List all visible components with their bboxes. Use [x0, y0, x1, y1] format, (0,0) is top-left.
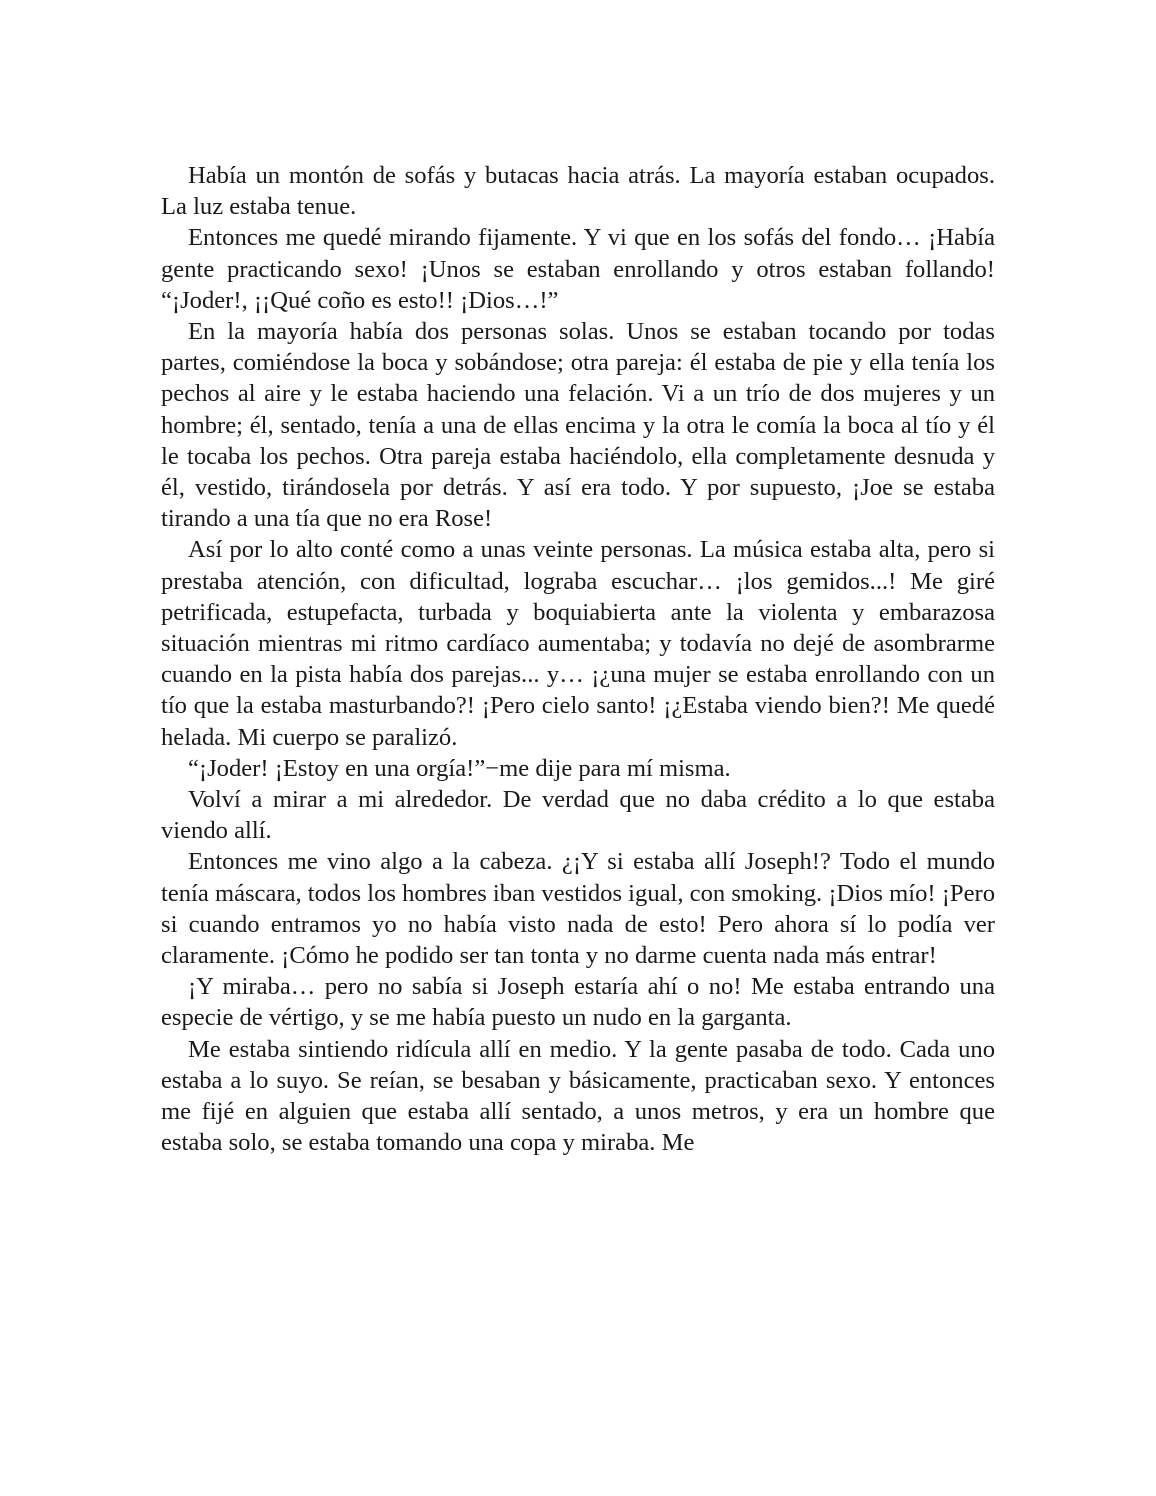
paragraph: Entonces me vino algo a la cabeza. ¿¡Y si estaba allí Joseph!? Todo el mundo tenía máscara, todos los hombres iban vestidos igual, con smoking. ¡Dios mío! ¡Pero si cuando entramos yo no había visto nada de esto! Pero ahora sí lo podía ver claramente. ¡Cómo he podido ser tan tonta y no darme cuenta nada más entrar! [161, 848, 996, 970]
paragraph: Así por lo alto conté como a unas veinte personas. La música estaba alta, pero si prestaba atención, con dificultad, lograba escuchar… ¡los gemidos...! Me giré petrificada, estupefacta, turbada y boquiabierta ante la violenta y embarazosa situación mientras mi ritmo cardíaco aumentaba; y todavía no dejé de asombrarme cuando en la pista había dos parejas... y… ¡¿una mujer se estaba enrollando con un tío que la estaba masturbando?! ¡Pero cielo santo! ¡¿Estaba viendo bien?! Me quedé helada. Mi cuerpo se paralizó. [161, 536, 995, 751]
paragraph: Me estaba sintiendo ridícula allí en medio. Y la gente pasaba de todo. Cada uno estaba a lo suyo. Se reían, se besaban y básicamente, practicaban sexo. Y entonces me fijé en alguien que estaba allí sentado, a unos metros, y era un hombre que estaba solo, se estaba tomando una copa y miraba. Me [161, 1035, 995, 1157]
paragraph: En la mayoría había dos personas solas. Unos se estaban tocando por todas partes, comiéndose la boca y sobándose; otra pareja: él estaba de pie y ella tenía los pechos al aire y le estaba haciendo una felación. Vi a un trío de dos mujeres y un hombre; él, sentado, tenía a una de ellas encima y la otra le comía la boca al tío y él le tocaba los pechos. Otra pareja estaba haciéndolo, ella completamente desnuda y él, vestido, tirándosela por detrás. Y así era todo. Y por supuesto, ¡Joe se estaba tirando a una tía que no era Rose! [161, 318, 995, 533]
paragraph: ¡Y miraba… pero no sabía si Joseph estaría ahí o no! Me estaba entrando una especie de vértigo, y se me había puesto un nudo en la garganta. [161, 973, 995, 1032]
paragraph: “¡Joder! ¡Estoy en una orgía!”−me dije para mí misma. [188, 754, 731, 782]
paragraph: Entonces me quedé mirando fijamente. Y vi que en los sofás del fondo… ¡Había gente practicando sexo! ¡Unos se estaban enrollando y otros estaban follando! “¡Joder!, ¡¡Qué coño es esto!! ¡Dios…!” [161, 224, 995, 314]
paragraph: Volví a mirar a mi alrededor. De verdad que no daba crédito a lo que estaba viendo allí. [161, 786, 995, 845]
paragraph: Había un montón de sofás y butacas hacia atrás. La mayoría estaban ocupados. La luz estaba tenue. [161, 162, 995, 221]
document-page [161, 160, 995, 1159]
